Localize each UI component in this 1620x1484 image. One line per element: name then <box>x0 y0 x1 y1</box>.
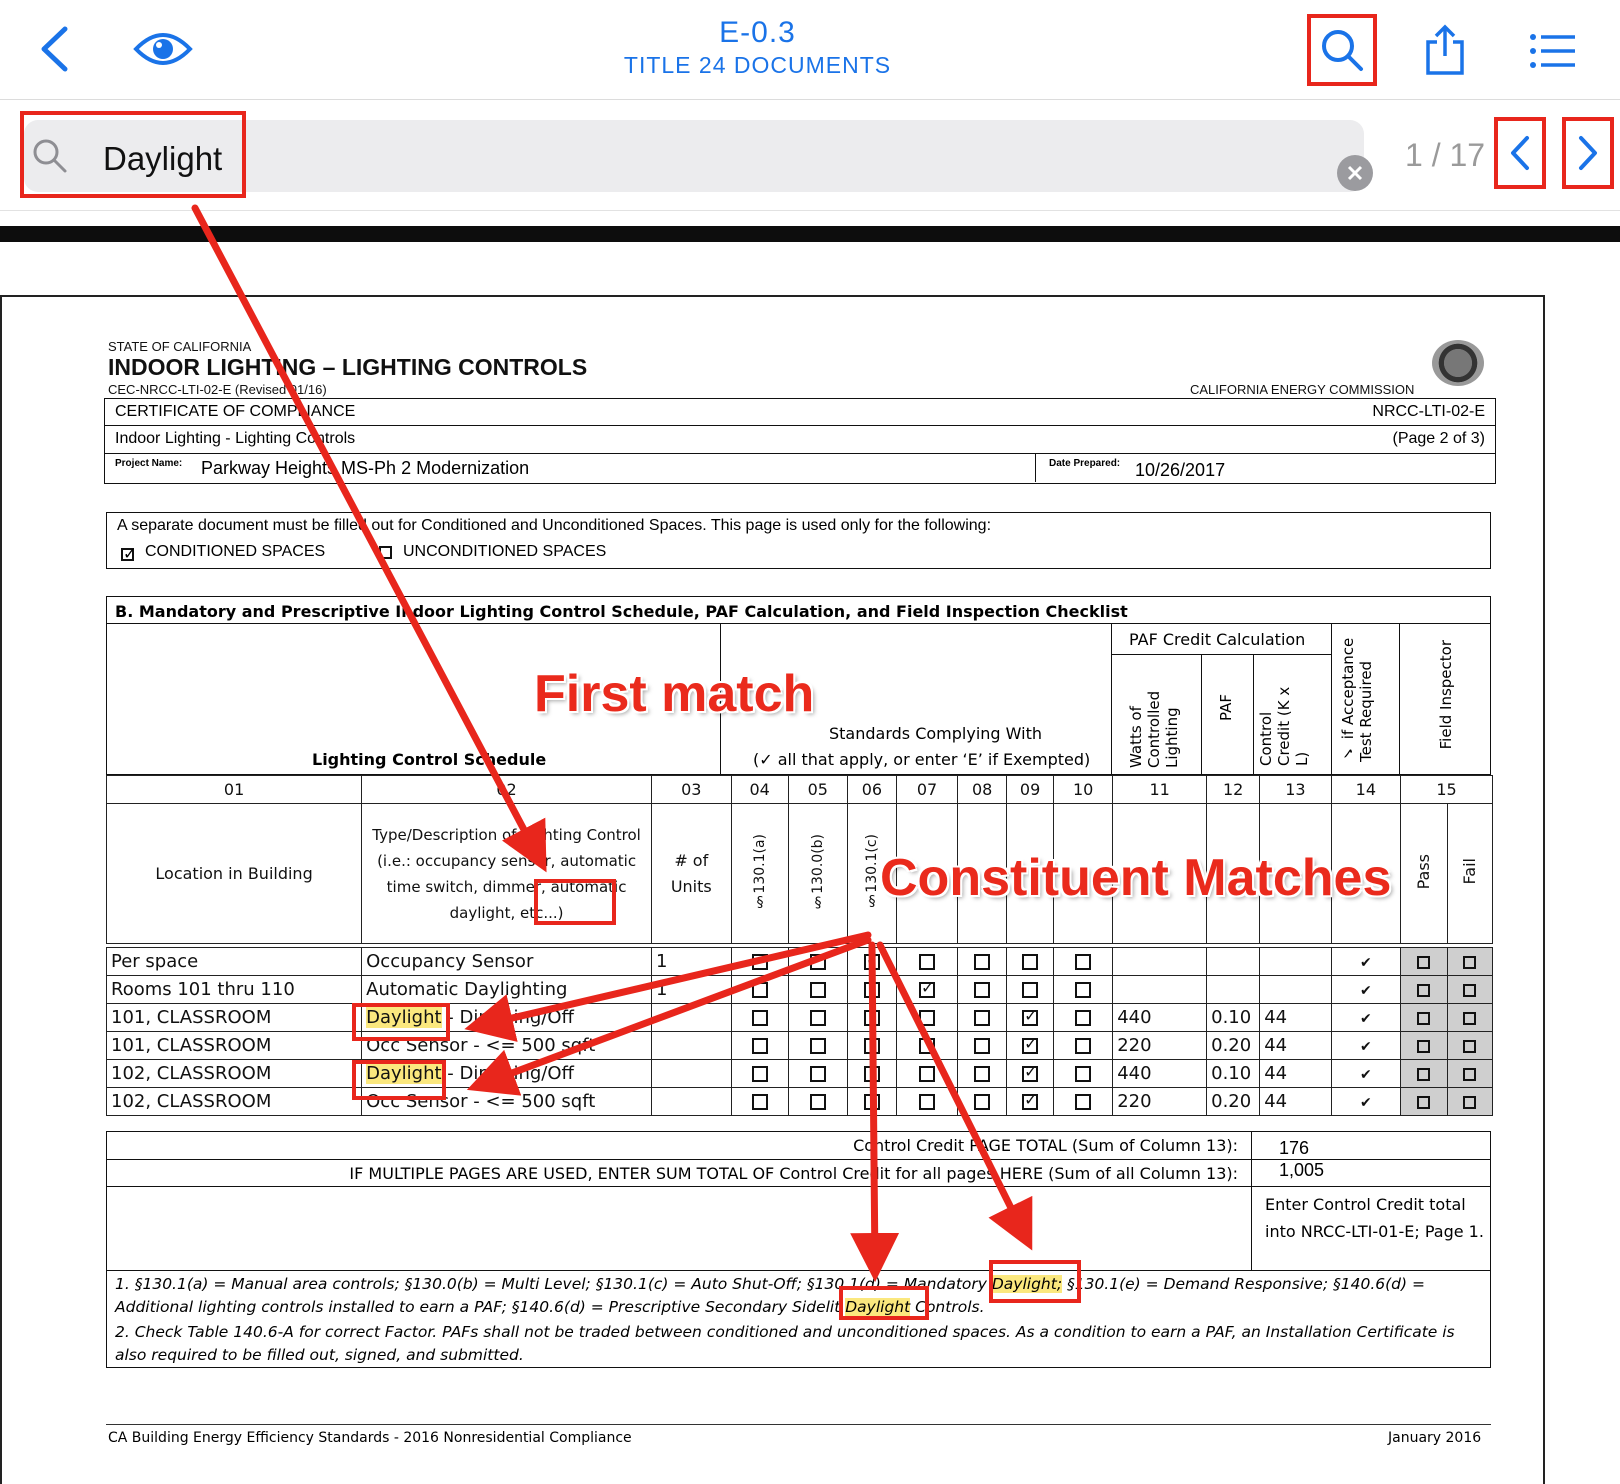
conditioned-label: CONDITIONED SPACES <box>145 543 326 560</box>
daylight-match: Daylight <box>366 1007 442 1028</box>
daylight-match: Daylight <box>366 1063 442 1084</box>
footer-left: CA Building Energy Efficiency Standards - 2016 Nonresidential Compliance <box>108 1430 632 1446</box>
section-title: B. Mandatory and Prescriptive Indoor Lighting Control Schedule, PAF Calculation, and Field Inspection Checklist <box>115 602 1128 621</box>
h04-header: §130.1(a) <box>751 833 768 910</box>
page-of: (Page 2 of 3) <box>1392 430 1485 447</box>
units-cell: 1 <box>651 948 731 976</box>
h06-header: §130.1(c) <box>863 834 880 909</box>
credit-cell: 44 <box>1260 1060 1331 1088</box>
credit-cell: 44 <box>1260 1088 1331 1116</box>
col15-header: Field Inspector <box>1437 640 1455 750</box>
form-revision: CEC-NRCC-LTI-02-E (Revised 01/16) <box>108 382 327 397</box>
type-rest: - Dimming/Off <box>441 1007 574 1028</box>
checkmark-icon: ✔ <box>1359 1095 1372 1111</box>
col-num: 08 <box>958 776 1007 804</box>
type-cell: Occ Sensor - <= 500 sqft <box>362 1088 652 1116</box>
col-num: 10 <box>1054 776 1113 804</box>
location-cell: Per space <box>107 948 362 976</box>
standards-subheader: (✓ all that apply, or enter ‘E’ if Exempted) <box>753 750 1091 769</box>
units-cell: 1 <box>651 976 731 1004</box>
location-cell: 102, CLASSROOM <box>107 1060 362 1088</box>
col-num: 05 <box>788 776 847 804</box>
h05-header: §130.0(b) <box>809 833 826 910</box>
checkmark-icon: ✔ <box>1359 1039 1372 1055</box>
footnote-line-3: 2. Check Table 140.6-A for correct Factor. PAFs shall not be traded between conditioned and unconditioned spaces. As a condition to earn a PAF, an Installation Certificate is also required to be filled out, signed, and submitted. <box>115 1323 1455 1364</box>
project-label: Project Name: <box>115 458 183 469</box>
footnote-1a: 1. §130.1(a) = Manual area controls; §130.0(b) = Multi Level; §130.1(c) = Auto Shut-Off; §130.1(d) = Mandatory <box>115 1275 992 1293</box>
project-name: Parkway Heights MS-Ph 2 Modernization <box>201 458 530 478</box>
enter-note: Enter Control Credit total into NRCC-LTI-01-E; Page 1. <box>1265 1195 1484 1241</box>
checkmark-icon: ✔ <box>1359 1011 1372 1027</box>
watts-cell: 440 <box>1113 1060 1207 1088</box>
multi-total-value: 1,005 <box>1279 1160 1325 1180</box>
watts-cell: 220 <box>1113 1032 1207 1060</box>
paf-header: PAF Credit Calculation <box>1129 630 1306 649</box>
page-total-value: 176 <box>1279 1138 1310 1158</box>
document-subtitle: TITLE 24 DOCUMENTS <box>623 52 892 78</box>
paf-cell: 0.10 <box>1207 1060 1260 1088</box>
paf-cell: 0.20 <box>1207 1088 1260 1116</box>
type-cell: Occupancy Sensor <box>362 948 652 976</box>
col-num: 13 <box>1260 776 1331 804</box>
footnote-daylight-match: Daylight; <box>991 1275 1063 1293</box>
form-title: INDOOR LIGHTING – LIGHTING CONTROLS <box>108 354 588 380</box>
col-num: 01 <box>107 776 362 804</box>
state-label: STATE OF CALIFORNIA <box>108 339 252 354</box>
location-header: Location in Building <box>107 804 362 944</box>
col11-header: Watts of Controlled Lighting <box>1127 690 1181 768</box>
page-total-label: Control Credit PAGE TOTAL (Sum of Column 13): <box>853 1136 1238 1155</box>
multi-total-label: IF MULTIPLE PAGES ARE USED, ENTER SUM TOTAL OF Control Credit for all pages HERE (Sum of all Column 13): <box>349 1164 1238 1183</box>
checkmark-icon: ✔ <box>1359 983 1372 999</box>
location-cell: 101, CLASSROOM <box>107 1032 362 1060</box>
col-num: 03 <box>651 776 731 804</box>
type-header-text: Type/Description of Lighting Control (i.e.: occupancy sensor, automatic time switch, dimmer, automatic daylight, etc...) <box>372 825 641 922</box>
col-num: 04 <box>731 776 788 804</box>
type-cell: Automatic Daylighting <box>362 976 652 1004</box>
credit-cell: 44 <box>1260 1004 1331 1032</box>
credit-cell: 44 <box>1260 1032 1331 1060</box>
col12-header: PAF <box>1217 694 1235 721</box>
schedule-header: Lighting Control Schedule <box>312 750 547 769</box>
fail-header: Fail <box>1460 858 1480 885</box>
location-cell: Rooms 101 thru 110 <box>107 976 362 1004</box>
col-num: 15 <box>1401 776 1493 804</box>
location-cell: 102, CLASSROOM <box>107 1088 362 1116</box>
match-counter: 1 / 17 <box>1405 137 1486 173</box>
paf-cell: 0.10 <box>1207 1004 1260 1032</box>
date-label: Date Prepared: <box>1049 458 1121 469</box>
checkmark-icon: ✔ <box>1359 1067 1372 1083</box>
first-match-arrow <box>195 208 540 860</box>
col14-header: ✓ if Acceptance Test Required <box>1339 637 1375 762</box>
certificate-label: CERTIFICATE OF COMPLIANCE <box>115 403 356 420</box>
col-num: 06 <box>847 776 896 804</box>
footnote-daylight-match: Daylight <box>845 1298 911 1316</box>
constituent-arrow <box>880 945 1026 1238</box>
commission-label: CALIFORNIA ENERGY COMMISSION <box>1190 382 1415 397</box>
first-match-callout: First match <box>534 665 815 723</box>
footnote-2a: Additional lighting controls installed to earn a PAF; §140.6(d) = Prescriptive Secondary Sidelit <box>115 1298 846 1316</box>
separate-note: A separate document must be filled out for Conditioned and Unconditioned Spaces. This page is used only for the following: <box>117 517 992 534</box>
col-num: 09 <box>1007 776 1054 804</box>
col-num: 02 <box>362 776 652 804</box>
col13-header: Control Credit (K x L) <box>1257 686 1311 766</box>
col-num: 12 <box>1207 776 1260 804</box>
standards-header: Standards Complying With <box>829 724 1042 743</box>
footnote-2c: Controls. <box>910 1298 985 1316</box>
location-cell: 101, CLASSROOM <box>107 1004 362 1032</box>
col-num: 14 <box>1331 776 1400 804</box>
paf-cell: 0.20 <box>1207 1032 1260 1060</box>
footer-right: January 2016 <box>1388 1430 1482 1446</box>
col-num: 07 <box>896 776 957 804</box>
type-cell: Occ Sensor - <= 500 sqft <box>362 1032 652 1060</box>
constituent-arrow <box>872 945 875 1268</box>
pass-header: Pass <box>1414 853 1434 890</box>
constituent-matches-callout: Constituent Matches <box>880 849 1392 907</box>
units-header: # of Units <box>651 804 731 944</box>
footnote-1c: §130.1(e) = Demand Responsive; §140.6(d) = <box>1062 1275 1425 1293</box>
watts-cell: 220 <box>1113 1088 1207 1116</box>
unconditioned-label: UNCONDITIONED SPACES <box>403 543 607 560</box>
document-code: E-0.3 <box>719 16 796 49</box>
watts-cell: 440 <box>1113 1004 1207 1032</box>
type-rest: - Dimming/Off <box>441 1063 574 1084</box>
form-id: NRCC-LTI-02-E <box>1372 403 1485 420</box>
search-query-text: Daylight <box>103 140 223 177</box>
checkmark-icon: ✔ <box>1359 955 1372 971</box>
date-value: 10/26/2017 <box>1135 460 1226 480</box>
subject-label: Indoor Lighting - Lighting Controls <box>115 430 356 447</box>
col-num: 11 <box>1113 776 1207 804</box>
